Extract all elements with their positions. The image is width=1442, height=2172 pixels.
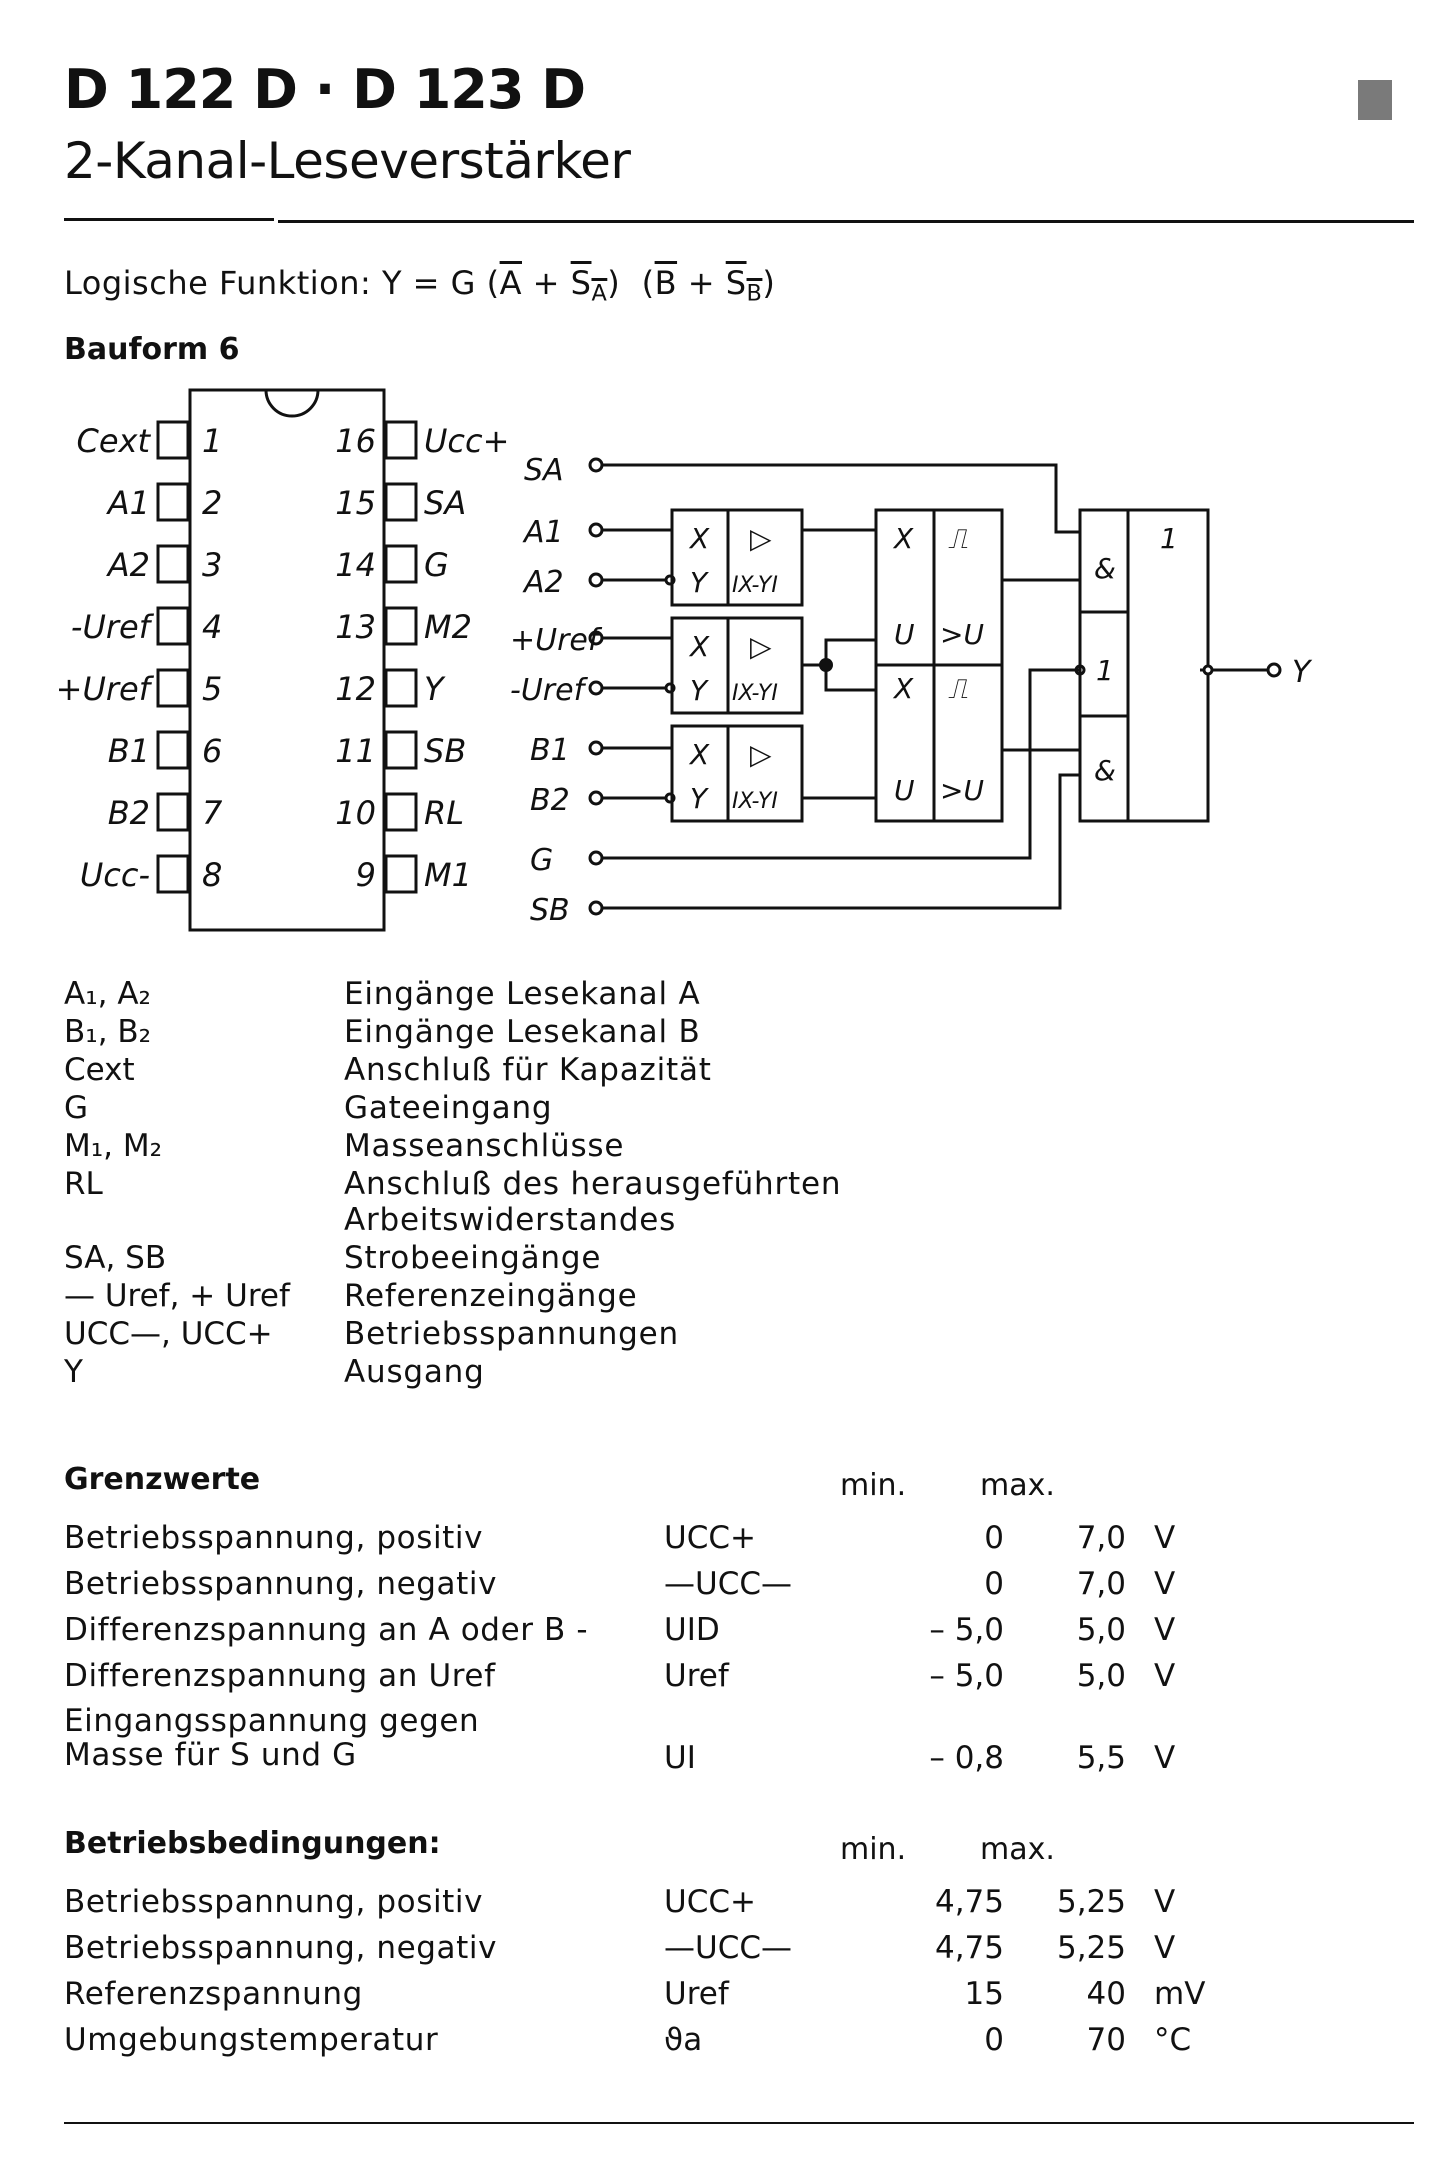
block-label-x5: X xyxy=(894,672,914,705)
block-label-and2: & xyxy=(1094,754,1116,787)
schematic xyxy=(0,380,1442,950)
pin-pad-right xyxy=(386,732,416,768)
pin-label-left: +Uref xyxy=(55,670,150,708)
pin-legend-symbol: SA, SB xyxy=(64,1240,167,1276)
pin-number-left: 5 xyxy=(202,670,223,708)
row-max: 7,0 xyxy=(1076,1566,1126,1602)
block-label-diff3: IX-YI xyxy=(732,789,778,814)
pin-label-right: M1 xyxy=(424,856,472,894)
row-label: Differenzspannung an A oder B - xyxy=(64,1612,589,1648)
pin-label-right: Y xyxy=(424,670,444,708)
row-min: 15 xyxy=(964,1976,1004,2012)
row-min: – 0,8 xyxy=(929,1740,1004,1776)
pin-label-left: B1 xyxy=(107,732,150,770)
row-max: 5,25 xyxy=(1056,1884,1126,1920)
pin-pad-right xyxy=(386,794,416,830)
row-symbol: UCC+ xyxy=(664,1520,756,1556)
output-label-y: Y xyxy=(1292,655,1311,690)
pin-label-right: Ucc+ xyxy=(424,422,510,460)
pin-number-left: 2 xyxy=(202,484,223,522)
row-max: 5,0 xyxy=(1076,1658,1126,1694)
row-min: 0 xyxy=(984,1520,1004,1556)
pin-legend-symbol: Y xyxy=(64,1354,83,1390)
row-max: 5,0 xyxy=(1076,1612,1126,1648)
pin-pad-left xyxy=(158,794,188,830)
pin-legend-symbol: M₁, M₂ xyxy=(64,1128,163,1164)
pin-label-left: Ucc- xyxy=(79,856,150,894)
grenzwerte-col-min: min. xyxy=(840,1468,907,1503)
pin-number-left: 8 xyxy=(202,856,223,894)
row-max: 5,25 xyxy=(1056,1930,1126,1966)
block-label-x4: X xyxy=(894,522,914,555)
block-label-or2: 1 xyxy=(1160,522,1178,555)
block-label-or1: 1 xyxy=(1096,654,1114,687)
grenzwerte-row xyxy=(64,1658,1176,1704)
grenzwerte-row xyxy=(64,1612,1176,1658)
grenzwerte-row xyxy=(64,1703,1176,1784)
pin-pad-left xyxy=(158,484,188,520)
logic-function-label: Logische Funktion: xyxy=(64,264,372,302)
pin-pad-right xyxy=(386,546,416,582)
pin-legend-description: Masseanschlüsse xyxy=(344,1128,625,1164)
pin-number-right: 15 xyxy=(335,484,376,522)
corner-marker xyxy=(1358,80,1392,120)
betrieb-row xyxy=(64,1884,1176,1930)
pin-pad-right xyxy=(386,422,416,458)
pin-legend-description: Eingänge Lesekanal A xyxy=(344,976,701,1012)
page-title: D 122 D · D 123 D xyxy=(64,58,586,121)
page-subtitle: 2-Kanal-Leseverstärker xyxy=(64,132,631,190)
pin-pad-right xyxy=(386,670,416,706)
row-unit: mV xyxy=(1154,1976,1206,2012)
row-min: 4,75 xyxy=(934,1884,1004,1920)
footer-rule xyxy=(64,2122,1414,2124)
grenzwerte-col-max: max. xyxy=(980,1468,1055,1503)
block-label-comp1: >U xyxy=(940,618,984,651)
pin-number-right: 13 xyxy=(335,608,376,646)
block-label-y3: Y xyxy=(690,782,708,815)
block-label-x1: X xyxy=(690,522,710,555)
row-symbol: —UCC— xyxy=(664,1930,792,1966)
pin-pad-right xyxy=(386,856,416,892)
row-unit: V xyxy=(1154,1566,1176,1602)
pins-right xyxy=(335,422,509,894)
block-label-x2: X xyxy=(690,630,710,663)
pin-label-left: A1 xyxy=(107,484,150,522)
row-min: – 5,0 xyxy=(929,1612,1004,1648)
row-unit: V xyxy=(1154,1930,1176,1966)
pin-label-right: SA xyxy=(424,484,467,522)
block-label-y1: Y xyxy=(690,566,708,599)
logic-function: Logische Funktion: Y = G $(\overline{A} + S_A) (\overline{B} + S_B)$ xyxy=(64,264,776,307)
pin-legend-symbol: RL xyxy=(64,1166,103,1202)
row-label: Betriebsspannung, negativ xyxy=(64,1566,498,1602)
pin-number-right: 11 xyxy=(335,732,376,770)
output-node xyxy=(1204,666,1212,674)
block-label-schmitt2: ⎍ xyxy=(948,672,968,705)
ic-package xyxy=(190,390,384,930)
input-label-a2: A2 xyxy=(524,565,564,600)
pin-legend-symbol: B₁, B₂ xyxy=(64,1014,152,1050)
pin-legend-description: Eingänge Lesekanal B xyxy=(344,1014,701,1050)
pin-pad-left xyxy=(158,546,188,582)
input-label-minus-uref: -Uref xyxy=(510,673,585,708)
pins-left xyxy=(56,422,223,894)
betrieb-row xyxy=(64,1976,1206,2022)
pin-label-right: M2 xyxy=(424,608,472,646)
row-label: Betriebsspannung, positiv xyxy=(64,1884,484,1920)
pin-label-left: B2 xyxy=(107,794,150,832)
row-symbol: Uref xyxy=(664,1658,729,1694)
grenzwerte-row xyxy=(64,1520,1176,1566)
pin-legend-description: Strobeeingänge xyxy=(344,1240,602,1276)
pin-label-left: -Uref xyxy=(70,608,150,646)
row-symbol: Uref xyxy=(664,1976,729,2012)
input-label-a1: A1 xyxy=(524,515,564,550)
pin-number-left: 3 xyxy=(202,546,223,584)
pin-label-right: G xyxy=(424,546,449,584)
pin-pad-left xyxy=(158,732,188,768)
pin-pad-right xyxy=(386,608,416,644)
block-label-comp2: >U xyxy=(940,774,984,807)
block-label-u1: U xyxy=(894,618,915,651)
row-symbol: UID xyxy=(664,1612,720,1648)
block-label-diff2: IX-YI xyxy=(732,681,778,706)
pin-number-right: 12 xyxy=(335,670,376,708)
input-label-plus-uref: +Uref xyxy=(510,623,599,658)
row-min: 4,75 xyxy=(934,1930,1004,1966)
pin-pad-left xyxy=(158,422,188,458)
pin-legend-symbol: A₁, A₂ xyxy=(64,976,151,1012)
row-label: Referenzspannung xyxy=(64,1976,363,2012)
betrieb-col-max: max. xyxy=(980,1832,1055,1867)
input-label-b2: B2 xyxy=(530,783,570,818)
row-label: Differenzspannung an Uref xyxy=(64,1658,496,1694)
row-label: Betriebsspannung, negativ xyxy=(64,1930,498,1966)
pin-legend-description: Ausgang xyxy=(344,1354,485,1390)
input-label-b1: B1 xyxy=(530,733,570,768)
header-rule-right xyxy=(278,220,1414,223)
pin-legend-symbol: — Uref, + Uref xyxy=(64,1278,290,1314)
row-min: 0 xyxy=(984,1566,1004,1602)
pin-label-right: RL xyxy=(424,794,465,832)
pin-number-left: 7 xyxy=(202,794,223,832)
block-label-x3: X xyxy=(690,738,710,771)
pin-legend-description: Betriebsspannungen xyxy=(344,1316,679,1352)
row-label: Umgebungstemperatur xyxy=(64,2022,439,2058)
row-symbol: UCC+ xyxy=(664,1884,756,1920)
input-label-sa: SA xyxy=(524,453,564,488)
logic-term-sb: $S_B$ xyxy=(725,264,763,307)
pin-legend-description: Gateeingang xyxy=(344,1090,553,1126)
pin-legend-symbol: UCC—, UCC+ xyxy=(64,1316,273,1352)
logic-plus-1: + xyxy=(532,264,560,302)
row-unit: V xyxy=(1154,1884,1176,1920)
grenzwerte-row xyxy=(64,1566,1176,1612)
row-unit: V xyxy=(1154,1658,1176,1694)
pin-number-right: 14 xyxy=(335,546,376,584)
row-label-line2: Masse für S und G xyxy=(64,1737,357,1773)
pin-number-left: 4 xyxy=(202,608,223,646)
row-min: – 5,0 xyxy=(929,1658,1004,1694)
block-label-and1: & xyxy=(1094,552,1116,585)
betrieb-col-min: min. xyxy=(840,1832,907,1867)
pin-label-right: SB xyxy=(424,732,467,770)
block-label-amp1: ▷ xyxy=(750,522,772,555)
pin-number-right: 9 xyxy=(355,856,376,894)
block-label-diff1: IX-YI xyxy=(732,573,778,598)
logic-term-a: $\overline{A}$ xyxy=(499,264,522,302)
junction-dot xyxy=(819,658,833,672)
row-max: 70 xyxy=(1086,2022,1126,2058)
block-label-amp3: ▷ xyxy=(750,738,772,771)
logic-term-b: $\overline{B}$ xyxy=(654,264,678,302)
grenzwerte-heading: Grenzwerte xyxy=(64,1462,261,1497)
block-label-u2: U xyxy=(894,774,915,807)
pin-pad-left xyxy=(158,856,188,892)
row-symbol: ϑa xyxy=(664,2022,703,2058)
header-rule-left xyxy=(64,218,274,221)
row-label: Eingangsspannung gegen xyxy=(64,1703,480,1739)
block-label-schmitt1: ⎍ xyxy=(948,522,968,555)
pin-label-left: A2 xyxy=(107,546,150,584)
pin-label-left: Cext xyxy=(76,422,150,460)
row-max: 5,5 xyxy=(1076,1740,1126,1776)
row-max: 7,0 xyxy=(1076,1520,1126,1556)
row-label: Betriebsspannung, positiv xyxy=(64,1520,484,1556)
row-unit: V xyxy=(1154,1740,1176,1776)
betrieb-heading: Betriebsbedingungen: xyxy=(64,1826,441,1861)
pin-pad-left xyxy=(158,670,188,706)
input-label-g: G xyxy=(530,843,554,878)
row-symbol: UI xyxy=(664,1740,696,1776)
pin-legend-description: Referenzeingänge xyxy=(344,1278,638,1314)
pin-number-right: 16 xyxy=(335,422,376,460)
logic-term-sa: $S_A$ xyxy=(570,264,608,307)
logic-plus-2: + xyxy=(687,264,716,302)
row-max: 40 xyxy=(1086,1976,1126,2012)
block-label-amp2: ▷ xyxy=(750,630,772,663)
package-type: Bauform 6 xyxy=(64,332,240,367)
pin-legend-symbol: G xyxy=(64,1090,89,1126)
pin-legend-symbol: Cext xyxy=(64,1052,135,1088)
pin-pad-left xyxy=(158,608,188,644)
pin-legend-description: Anschluß des herausgeführten Arbeitswiderstandes xyxy=(344,1166,842,1238)
pin-number-left: 6 xyxy=(202,732,223,770)
row-min: 0 xyxy=(984,2022,1004,2058)
pin-legend-description: Anschluß für Kapazität xyxy=(344,1052,712,1088)
pin-number-left: 1 xyxy=(202,422,223,460)
row-symbol: —UCC— xyxy=(664,1566,792,1602)
input-label-sb: SB xyxy=(530,893,570,928)
logic-formula-prefix: Y = G xyxy=(381,264,476,302)
betrieb-row xyxy=(64,2022,1192,2068)
row-unit: °C xyxy=(1154,2022,1192,2058)
pin-pad-right xyxy=(386,484,416,520)
row-unit: V xyxy=(1154,1612,1176,1648)
pin-number-right: 10 xyxy=(335,794,376,832)
block-label-y2: Y xyxy=(690,674,708,707)
betrieb-row xyxy=(64,1930,1176,1976)
row-unit: V xyxy=(1154,1520,1176,1556)
